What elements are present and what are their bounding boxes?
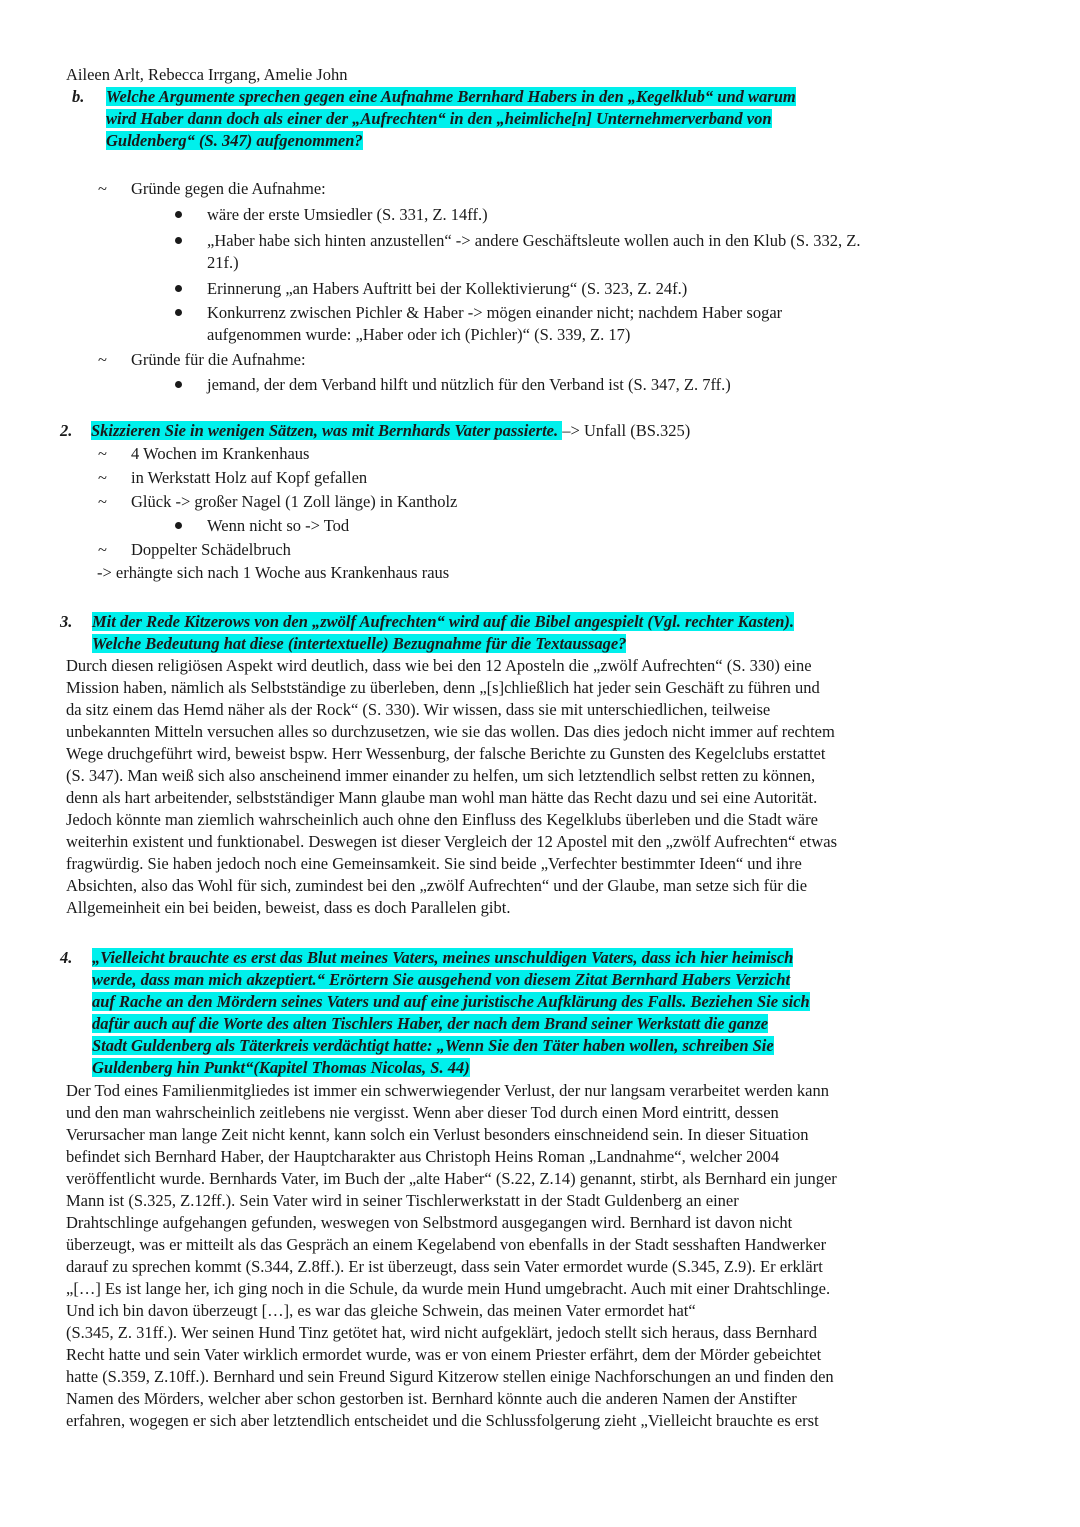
- paragraph-line: Verursacher man lange Zeit nicht kennt, kann solch ein Verlust besonders einschneidend sein. In dieser Situation: [66, 1125, 809, 1144]
- question-line: wird Haber dann doch als einer der „Aufrechten“ in den „heimliche[n] Unternehmerverband von: [106, 109, 772, 128]
- question-line: Guldenberg“ (S. 347) aufgenommen?: [106, 131, 363, 150]
- paragraph-line: befindet sich Bernhard Haber, der Hauptcharakter aus Christoph Heins Roman „Landnahme“, welcher 2004: [66, 1147, 780, 1166]
- question-number: 4.: [60, 948, 73, 967]
- paragraph-line: veröffentlicht wurde. Bernhards Vater, im Buch der „alte Haber“ (S.22, Z.14) genannt, stirbt, als Bernhard ein junger: [66, 1169, 837, 1188]
- tilde-marker: ~: [98, 444, 107, 463]
- list-heading: Gründe für die Aufnahme:: [131, 350, 306, 369]
- tilde-marker: ~: [98, 468, 107, 487]
- paragraph-line: Durch diesen religiösen Aspekt wird deutlich, dass wie bei den 12 Aposteln die „zwölf Aufrechten“ (S. 330) eine: [66, 656, 812, 675]
- question-line: werde, dass man mich akzeptiert.“ Erörtern Sie ausgehend von diesem Zitat Bernhard Habers Verzicht: [92, 970, 791, 989]
- question-line: Guldenberg hin Punkt“(Kapitel Thomas Nicolas, S. 44): [92, 1058, 470, 1077]
- question-line: „Vielleicht brauchte es erst das Blut meines Vaters, meines unschuldigen Vaters, dass ich hier heimisch: [92, 948, 794, 967]
- question-line: Stadt Guldenberg als Täterkreis verdächtigt hatte: „Wenn Sie den Täter haben wollen, schreiben Sie: [92, 1036, 774, 1055]
- tilde-marker: ~: [98, 179, 107, 198]
- paragraph-line: überzeugt, was er mitteilt als das Gespräch an einem Kegelabend von ebenfalls in der Stadt sesshaften Handwerker: [66, 1235, 827, 1254]
- paragraph-line: hatte (S.359, Z.10ff.). Bernhard und sein Freund Sigurd Kitzerow stellen einige Nachforschungen an und finden den: [66, 1367, 834, 1386]
- question-number: 3.: [60, 612, 73, 631]
- paragraph-line: und den man wahrscheinlich zeitlebens nie vergisst. Wenn aber dieser Tod durch einen Mord eintritt, dessen: [66, 1103, 779, 1122]
- question-number: 2.: [60, 421, 73, 440]
- list-item: jemand, der dem Verband hilft und nützlich für den Verband ist (S. 347, Z. 7ff.): [207, 375, 731, 394]
- paragraph-line: Mission haben, nämlich als Selbstständige zu überleben, denn „[s]chließlich hat jeder sein Geschäft zu führen und: [66, 678, 820, 697]
- list-item: wäre der erste Umsiedler (S. 331, Z. 14ff.): [207, 205, 488, 224]
- paragraph-line: erfahren, wogegen er sich aber letztendlich entscheidet und die Schlussfolgerung zieht „Vielleicht brauchte es erst: [66, 1411, 819, 1430]
- answer-inline: –> Unfall (BS.325): [562, 421, 691, 440]
- list-item: Glück -> großer Nagel (1 Zoll länge) in Kantholz: [131, 492, 458, 511]
- tilde-marker: ~: [98, 492, 107, 511]
- paragraph-line: Jedoch könnte man ziemlich wahrscheinlich auch ohne den Einfluss des Kegelklubs überleben und die Stadt wäre: [66, 810, 818, 829]
- paragraph-line: da sitz einem das Hemd näher als der Rock“ (S. 330). Wir wissen, dass sie mit unterschiedlichen, teilweise: [66, 700, 771, 719]
- answer-3: [66, 655, 1016, 919]
- paragraph-line: (S. 347). Man weiß sich also anscheinend immer einander zu helfen, um sich letztendlich selbst retten zu können,: [66, 766, 816, 785]
- paragraph-line: „[…] Es ist lange her, ich ging noch in die Schule, da wurde mein Hund umgebracht. Auch mit einer Drahtschlinge.: [66, 1279, 831, 1298]
- paragraph-line: Absichten, also das Wohl für sich, zumindest bei den „zwölf Aufrechten“ und der Glaube, man setze sich für die: [66, 876, 808, 895]
- paragraph-line: fragwürdig. Sie haben jedoch noch eine Gemeinsamkeit. Sie sind beide „Verfechter bestimmter Ideen“ und ihre: [66, 854, 802, 873]
- question-line: Skizzieren Sie in wenigen Sätzen, was mit Bernhards Vater passierte. –> Unfall (BS.325): [91, 421, 691, 440]
- paragraph-line: Und ich bin davon überzeugt […], es war das gleiche Schwein, das meinen Vater ermordet hat“: [66, 1301, 696, 1320]
- list-item: in Werkstatt Holz auf Kopf gefallen: [131, 468, 368, 487]
- conclusion-line: -> erhängte sich nach 1 Woche aus Krankenhaus raus: [97, 563, 450, 582]
- answer-4: [66, 1080, 1016, 1432]
- list-item-continuation: 21f.): [207, 253, 239, 272]
- list-item: 4 Wochen im Krankenhaus: [131, 444, 310, 463]
- bullet-icon: [175, 522, 182, 529]
- paragraph-line: denn als hart arbeitender, selbstständiger Mann glaube man wohl man hätte das Recht dazu und sei eine Autorität.: [66, 788, 818, 807]
- question-line: Welche Bedeutung hat diese (intertextuelle) Bezugnahme für die Textaussage?: [92, 634, 627, 653]
- question-line: Welche Argumente sprechen gegen eine Aufnahme Bernhard Habers in den „Kegelklub“ und warum: [106, 87, 796, 106]
- tilde-marker: ~: [98, 350, 107, 369]
- question-line: dafür auch auf die Worte des alten Tischlers Haber, der nach dem Brand seiner Werkstatt die ganze: [92, 1014, 769, 1033]
- bullet-icon: [175, 211, 182, 218]
- list-item: Konkurrenz zwischen Pichler & Haber -> mögen einander nicht; nachdem Haber sogar: [207, 303, 783, 322]
- list-heading: Gründe gegen die Aufnahme:: [131, 179, 326, 198]
- paragraph-line: Wege druchgeführt wird, beweist bspw. Herr Wessenburg, der falsche Berichte zu Gunsten des Kegelclubs erstattet: [66, 744, 826, 763]
- question-line: auf Rache an den Mördern seines Vaters und auf eine juristische Aufklärung des Falls. Beziehen Sie sich: [92, 992, 810, 1011]
- paragraph-line: Recht hatte und sein Vater wirklich ermordet wurde, was er von einem Priester erfährt, dem der Mörder gebeichtet: [66, 1345, 822, 1364]
- paragraph-line: (S.345, Z. 31ff.). Wer seinen Hund Tinz getötet hat, wird nicht aufgeklärt, jedoch stellt sich heraus, dass Bernhard: [66, 1323, 817, 1342]
- bullet-icon: [175, 285, 182, 292]
- bullet-icon: [175, 381, 182, 388]
- paragraph-line: Mann ist (S.325, Z.12ff.). Sein Vater wird in seiner Tischlerwerkstatt in der Stadt Guldenberg an einer: [66, 1191, 739, 1210]
- list-sub-item: Wenn nicht so -> Tod: [207, 516, 350, 535]
- paragraph-line: Namen des Mörders, welcher aber schon gestorben ist. Bernhard könnte auch die anderen Namen der Anstifter: [66, 1389, 797, 1408]
- paragraph-line: darauf zu sprechen kommt (S.344, Z.8ff.). Er ist überzeugt, dass sein Vater ermordet wurde (S.345, Z.9). Er erklärt: [66, 1257, 823, 1276]
- question-line: Mit der Rede Kitzerows von den „zwölf Aufrechten“ wird auf die Bibel angespielt (Vgl. rechter Kasten).: [92, 612, 795, 631]
- paragraph-line: weiterhin existent und funktionabel. Deswegen ist dieser Vergleich der 12 Apostel mit den „zwölf Aufrechten“ etwas: [66, 832, 838, 851]
- bullet-icon: [175, 237, 182, 244]
- list-item: „Haber habe sich hinten anzustellen“ -> andere Geschäftsleute wollen auch in den Klub (S. 332, Z.: [207, 231, 861, 250]
- paragraph-line: Allgemeinheit ein bei beiden, beweist, dass es doch Parallelen gibt.: [66, 898, 511, 917]
- tilde-marker: ~: [98, 540, 107, 559]
- authors-line: Aileen Arlt, Rebecca Irrgang, Amelie John: [66, 65, 348, 84]
- list-item: Doppelter Schädelbruch: [131, 540, 291, 559]
- list-item: Erinnerung „an Habers Auftritt bei der Kollektivierung“ (S. 323, Z. 24f.): [207, 279, 688, 298]
- bullet-icon: [175, 309, 182, 316]
- list-item-continuation: aufgenommen wurde: „Haber oder ich (Pichler)“ (S. 339, Z. 17): [207, 325, 631, 344]
- question-number: b.: [72, 87, 85, 106]
- paragraph-line: unbekannten Mitteln versuchen alles so durchzusetzen, wie sie das wollen. Das dies jedoch nicht immer auf rechtem: [66, 722, 835, 741]
- paragraph-line: Der Tod eines Familienmitgliedes ist immer ein schwerwiegender Verlust, der nur langsam verarbeitet werden kann: [66, 1081, 829, 1100]
- paragraph-line: Drahtschlinge aufgehangen gefunden, weswegen von Selbstmord ausgegangen wird. Bernhard ist davon nicht: [66, 1213, 793, 1232]
